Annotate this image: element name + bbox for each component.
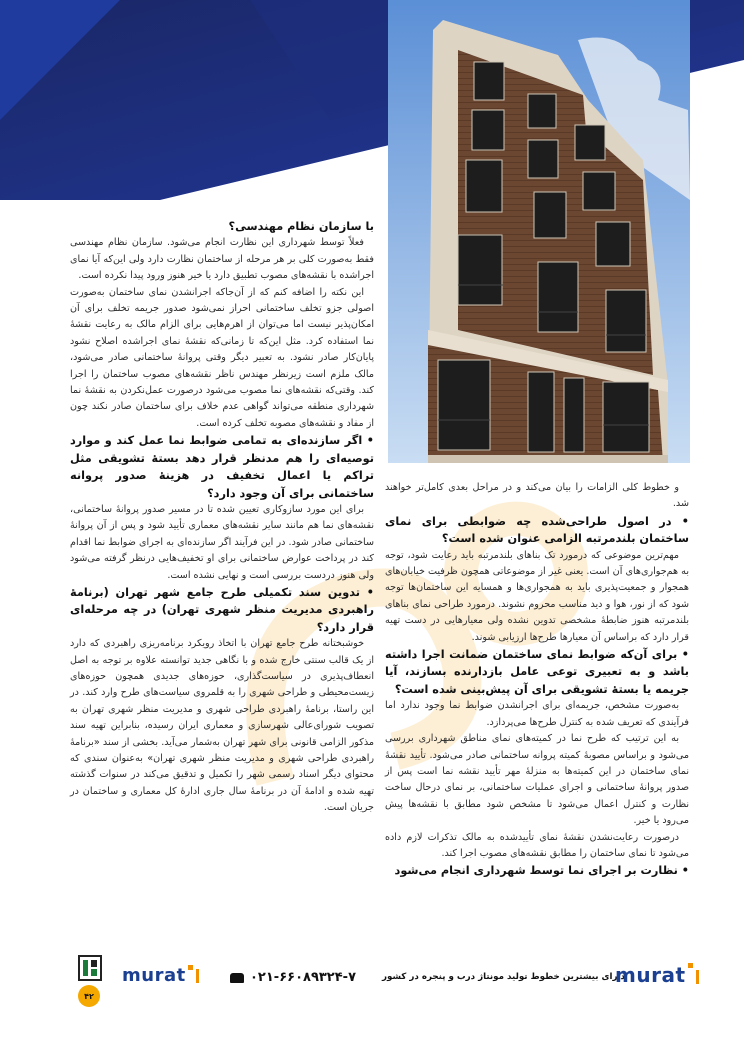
footer bbox=[0, 955, 744, 1053]
phone-icon bbox=[230, 973, 244, 983]
answer-paragraph: فعلاً توسط شهرداری این نظارت انجام می‌شود. سازمان نظام مهندسی فقط به‌صورت کلی بر هر مرحله از ساختمان نظارت دارد ولی این‌که آیا نمای اجراشده با نقشه‌های مصوب تطبیق دارد یا خیر هنوز ورود پیدا نکرده است. bbox=[70, 237, 374, 282]
phone-text: ۰۲۱-۶۶۰۸۹۳۲۴-۷ bbox=[250, 970, 357, 985]
magazine-logo-icon bbox=[78, 955, 102, 981]
answer-paragraph: به این ترتیب که طرح نما در کمیته‌های نمای مناطق شهرداری بررسی می‌شود و براساس مصوبهٔ کمیته پروانه ساختمانی صادر می‌شود. تأیید نقشهٔ نمای ساختمان در این کمیته‌ها به منزلهٔ مهر تأیید نقشه نما است پس از صدور پروانهٔ ساختمانی و اجرای عملیات ساختمانی، بر نمای درحال ساخت نظارت و کنترل اعمال می‌شود تا مشخص شود مطابق با نقشه‌ها پیش می‌رود یا خیر. bbox=[385, 733, 689, 827]
building-photo bbox=[388, 0, 690, 463]
brand-logo-right bbox=[615, 963, 699, 987]
question-heading: • تدوین سند تکمیلی طرح جامع شهر تهران (برنامهٔ راهبردی مدیریت منظر شهری تهران) در چه مرحله‌ای قرار دارد؟ bbox=[70, 585, 374, 634]
answer-paragraph: به‌صورت مشخص، جریمه‌ای برای اجرانشدن ضوابط نما وجود ندارد اما فرآیندی که تعریف شده به کنترل طرح‌ها می‌پردازد. bbox=[385, 700, 689, 728]
answer-paragraph: مهم‌ترین موضوعی که درمورد تک بناهای بلندمرتبه باید رعایت شود، توجه به هم‌جواری‌های آن است. یعنی غیر از موضوعاتی همچون ظرفیت خیابان‌های همجوار و جمعیت‌پذیری باید به همجواری‌ها و همسایه این ساختمان‌ها توجه شود که از نور، هوا و دید مناسب محروم نشوند. درمورد طراحی نمای بناهای بلندمرتبه هنوز ضابطهٔ مشخصی تدوین نشده ولی معیارهایی در دست تهیه قرار دارد که براساس آن معیارها طرح‌ها ارزیابی شوند. bbox=[385, 549, 689, 643]
question-heading: • برای آن‌که ضوابط نمای ساختمان ضمانت اجرا داشته باشد و به تعبیری توعی عامل بازدارنده بسازند، آیا جریمه یا بستهٔ تشویقی برای آن پیش‌بینی شده است؟ bbox=[385, 648, 689, 696]
answer-paragraph: برای این مورد سازوکاری تعیین شده تا در مسیر صدور پروانهٔ ساختمانی، نقشه‌های نما هم مانند سایر نقشه‌های معماری تأیید شود و پس از آن پروانهٔ ساختمانی صادر شود. در این فرآیند اگر سازنده‌ای به اجرای ضوابط نما اقدام کند در پرداخت عوارض ساختمانی برای او تخفیف‌هایی درنظر گرفته می‌شود ولی هنوز دردست بررسی است و نهایی نشده است. bbox=[70, 503, 374, 581]
brand-name: murat bbox=[615, 963, 686, 987]
question-heading: • اگر سازنده‌ای به تمامی ضوابط نما عمل کند و موارد توصیه‌ای را هم مدنظر قرار دهد بستهٔ تشویقی مثل تراکم یا اعمال تخفیف در هزینهٔ صدور پروانه ساختمانی برای آن وجود دارد؟ bbox=[70, 434, 374, 500]
answer-paragraph: و خطوط کلی الزامات را بیان می‌کند و در مراحل بعدی کامل‌تر خواهند شد. bbox=[385, 482, 689, 510]
brand-tagline: دارای بیشترین خطوط تولید مونتاژ درب و پنجره در کشور bbox=[382, 972, 625, 982]
article-right-column bbox=[385, 480, 689, 880]
phone-number bbox=[230, 970, 356, 985]
page-number: ۴۲ bbox=[78, 985, 100, 1007]
article-left-column bbox=[70, 218, 374, 817]
question-heading: • نظارت بر اجرای نما توسط شهرداری انجام می‌شود bbox=[394, 864, 689, 878]
answer-paragraph: این نکته را اضافه کنم که از آن‌جاکه اجرانشدن نمای ساختمان به‌صورت اصولی جزو تخلف ساختمانی احراز نمی‌شود صدور جریمه تخلف برای آن امکان‌پذیر نیست اما می‌توان از اهرم‌هایی برای الزام مالک به رعایت نقشهٔ نما استفاده کرد. مثل این‌که تا زمانی‌که نقشهٔ نمای اجراشده اصلاح نشود پایان‌کار صادر نشود. به تعبیر دیگر وقتی پروانهٔ ساختمانی صادر می‌شود، مالک ملزم است زیرنظر مهندس ناظر نقشه‌های مصوب ساختمان را اجرا کند. وقتی‌که نقشه‌های نما مصوب می‌شود درصورت عمل‌نکردن به نقشهٔ نما شهرداری منطقه می‌تواند گواهی عدم خلاف برای ساختمان صادر نکند چون از مفاد و نقشه‌های مصوبه تخلف کرده است. bbox=[70, 286, 374, 429]
question-heading: • در اصول طراحی‌شده چه ضوابطی برای نمای ساختمان بلندمرتبه الزامی عنوان شده است؟ bbox=[385, 514, 689, 546]
brand-name: murat bbox=[122, 965, 186, 986]
brand-logo bbox=[122, 965, 199, 986]
answer-paragraph: خوشبختانه طرح جامع تهران با اتخاذ رویکرد برنامه‌ریزی راهبردی که دارد از یک قالب سنتی خارج شده و با نگاهی جدید توانسته علاوه بر توجه به اصل انعطاف‌پذیری در سیاست‌گذاری، حوزه‌های جدیدی همچون حوزه‌های زیست‌محیطی و طراحی شهری را به قلمروی سیاست‌های طرح وارد کند. در این راستا، برنامهٔ راهبردی طراحی شهری و مدیریت منظر شهری تهران به تصویب شورای‌عالی شهرسازی و معماری ایران رسیده، بنابراین تهیه سند مذکور الزامی قانونی برای شهر تهران به‌شمار می‌آید. بخشی از سند «برنامهٔ راهبردی طراحی شهری و مدیریت منظر شهری تهران» به‌عنوان سندی که محتوای دیگر اسناد رسمی شهر را تکمیل و تدقیق می‌کند در سنوات گذشته تهیه شده و ادامهٔ آن در برنامهٔ سال جاری ادارهٔ کل معماری و ساختمان در جریان است. bbox=[70, 638, 374, 814]
answer-paragraph: درصورت رعایت‌نشدن نقشهٔ نمای تأییدشده به مالک تذکرات لازم داده می‌شود تا نمای ساختمان را مطابق نقشه‌های مصوب اجرا کند. bbox=[385, 831, 689, 859]
question-heading: با سازمان نظام مهندسی؟ bbox=[228, 220, 374, 233]
